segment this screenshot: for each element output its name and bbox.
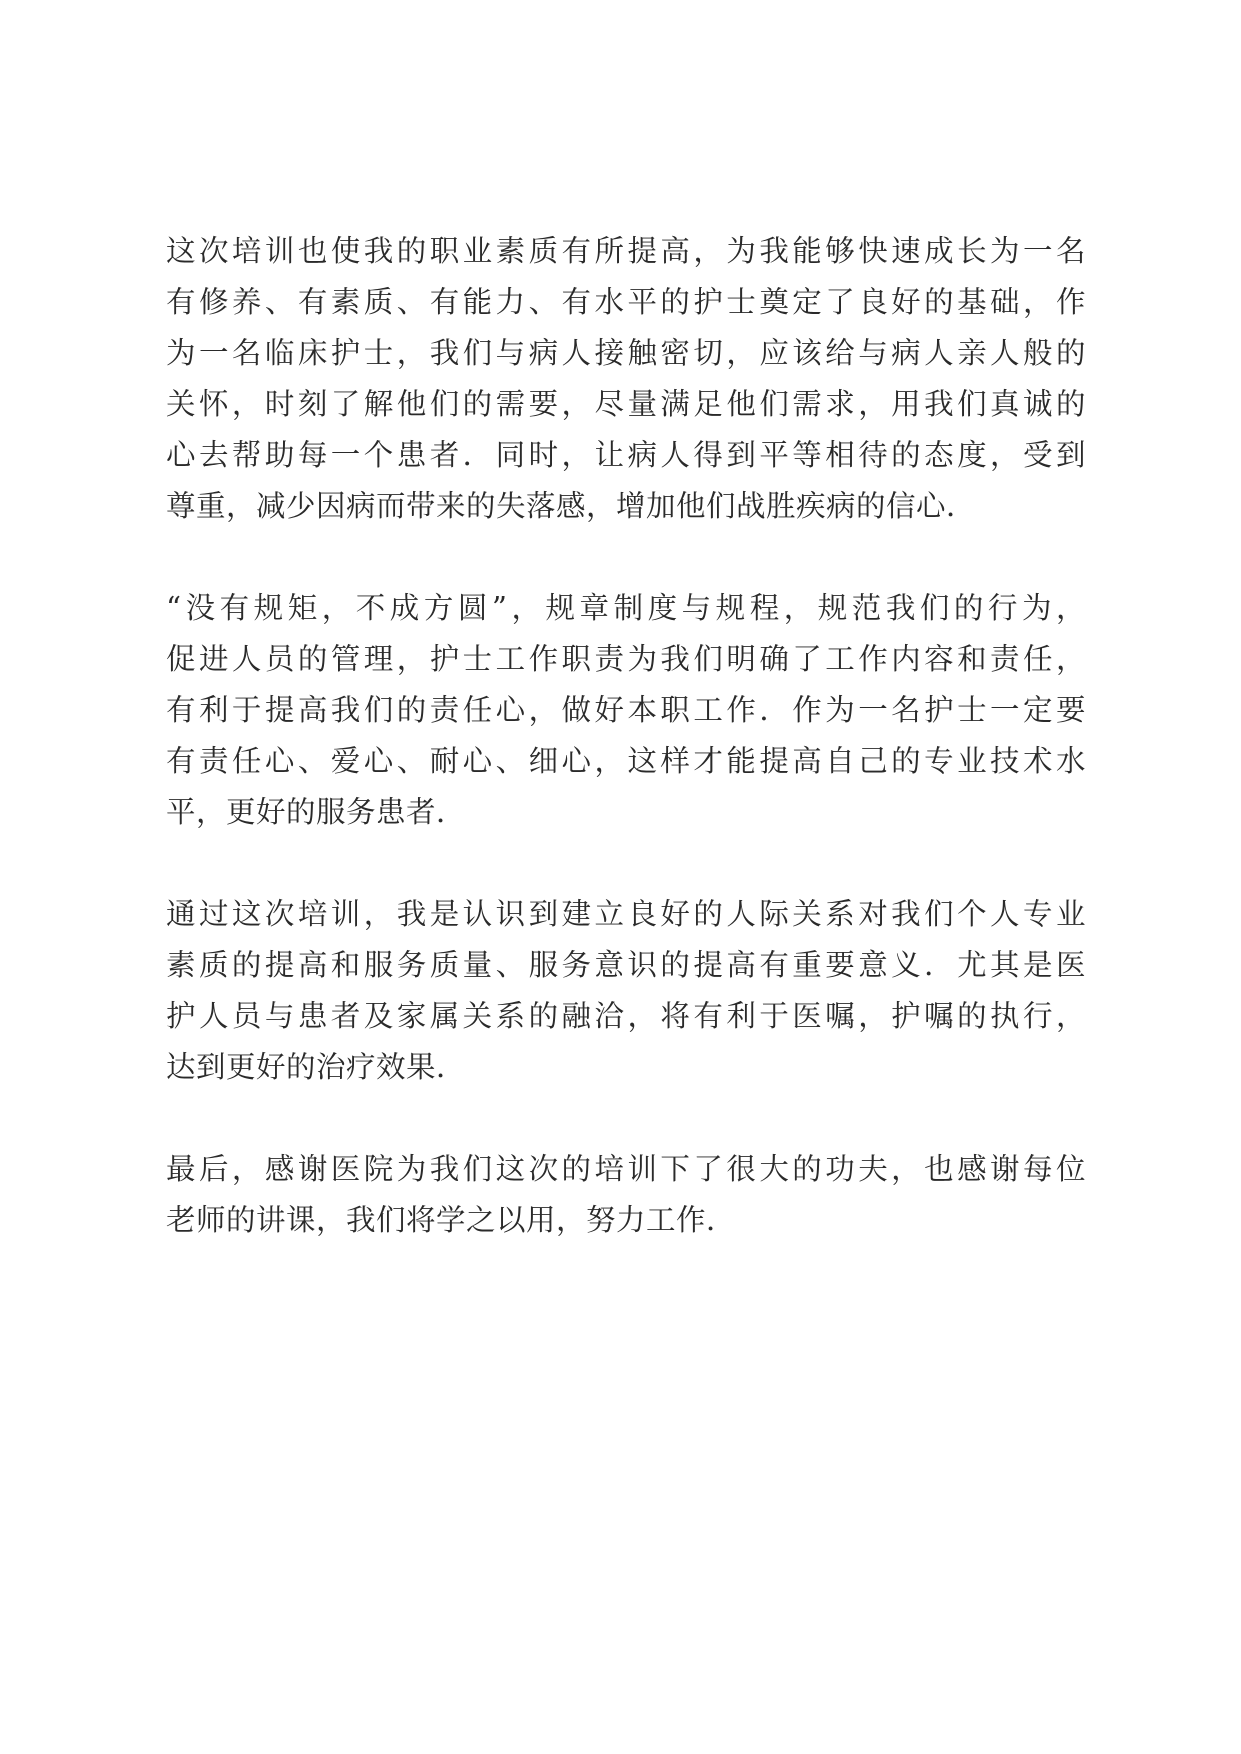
paragraph-4 [166, 1144, 1086, 1246]
text-line: 尊重，减少因病而带来的失落感，增加他们战胜疾病的信心． [166, 489, 977, 523]
paragraph-3 [166, 889, 1086, 1093]
text-line: 有责任心、爱心、耐心、细心，这样才能提高自己的专业技术水 [166, 744, 1086, 778]
paragraph-1 [166, 226, 1086, 532]
text-line: “没有规矩，不成方圆”，规章制度与规程，规范我们的行为， [166, 591, 1086, 625]
text-line: 心去帮助每一个患者．同时，让病人得到平等相待的态度，受到 [166, 438, 1086, 472]
document-body [166, 226, 1086, 1297]
text-line: 平，更好的服务患者． [166, 795, 467, 829]
text-line: 有利于提高我们的责任心，做好本职工作．作为一名护士一定要 [166, 693, 1086, 727]
text-line: 有修养、有素质、有能力、有水平的护士奠定了良好的基础，作 [166, 285, 1086, 319]
text-line: 老师的讲课，我们将学之以用，努力工作． [166, 1203, 737, 1237]
text-line: 为一名临床护士，我们与病人接触密切，应该给与病人亲人般的 [166, 336, 1086, 370]
text-line: 促进人员的管理，护士工作职责为我们明确了工作内容和责任， [166, 642, 1086, 676]
text-line: 通过这次培训，我是认识到建立良好的人际关系对我们个人专业 [166, 897, 1086, 931]
text-line: 达到更好的治疗效果． [166, 1050, 467, 1084]
text-line: 关怀，时刻了解他们的需要，尽量满足他们需求，用我们真诚的 [166, 387, 1086, 421]
text-line: 最后，感谢医院为我们这次的培训下了很大的功夫，也感谢每位 [166, 1152, 1086, 1186]
paragraph-2 [166, 583, 1086, 838]
text-line: 护人员与患者及家属关系的融洽，将有利于医嘱，护嘱的执行， [166, 999, 1086, 1033]
text-line: 这次培训也使我的职业素质有所提高，为我能够快速成长为一名 [166, 234, 1086, 268]
text-line: 素质的提高和服务质量、服务意识的提高有重要意义．尤其是医 [166, 948, 1086, 982]
